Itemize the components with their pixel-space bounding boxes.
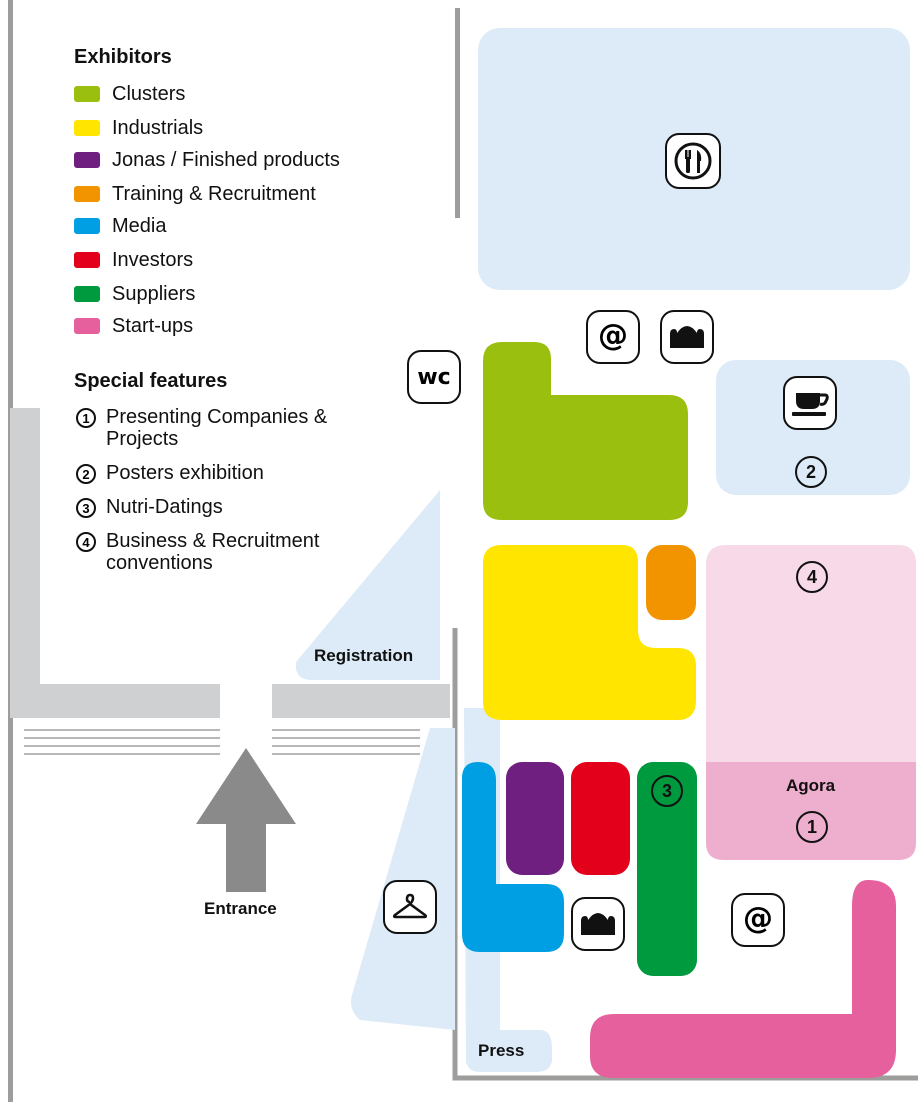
legend-label: Suppliers xyxy=(112,282,196,305)
startups-swatch xyxy=(74,318,100,334)
at-sign: @ xyxy=(743,900,773,936)
feature-item xyxy=(76,496,356,518)
cloakroom-area xyxy=(351,728,455,1030)
feature-item xyxy=(76,462,356,484)
legend-label: Jonas / Finished products xyxy=(112,148,340,171)
legend-item-investors xyxy=(74,248,193,272)
legend-label: Investors xyxy=(112,248,194,271)
nutri-number-badge: 3 xyxy=(651,775,683,807)
agora-label: Agora xyxy=(786,776,836,795)
training-recruitment-stand xyxy=(646,545,696,620)
feature-number: 4 xyxy=(76,532,96,552)
internet-icon xyxy=(586,310,640,364)
corridor-wall-right xyxy=(272,684,450,718)
entrance-arrow-icon xyxy=(196,748,296,892)
upper-divider-wall xyxy=(455,8,460,218)
press-zone xyxy=(466,1005,552,1072)
exhibitors-title: Exhibitors xyxy=(74,46,172,68)
legend-label: Clusters xyxy=(112,82,186,105)
media-swatch xyxy=(74,218,100,234)
at-sign: @ xyxy=(598,317,628,353)
internet-icon xyxy=(731,893,785,947)
legend-item-media xyxy=(74,214,166,238)
feature-number: 2 xyxy=(76,464,96,484)
jonas-finished-products-stand xyxy=(506,762,564,875)
feature-number: 1 xyxy=(76,408,96,428)
entrance-label: Entrance xyxy=(204,899,277,918)
investors-swatch xyxy=(74,252,100,268)
legend-label: Industrials xyxy=(112,116,204,139)
wc-icon xyxy=(407,350,461,404)
training-swatch xyxy=(74,186,100,202)
hanger-icon xyxy=(383,880,437,934)
feature-item xyxy=(76,406,356,450)
legend-item-startups xyxy=(74,314,193,338)
feature-label: Posters exhibition xyxy=(106,462,264,484)
clusters-stand xyxy=(483,342,688,520)
legend-item-industrials xyxy=(74,116,203,140)
conventions-number-badge: 4 xyxy=(796,561,828,593)
feature-label: Presenting Companies & Projects xyxy=(106,406,328,450)
industrials-swatch xyxy=(74,120,100,136)
restaurant-icon xyxy=(665,133,721,189)
press-label: Press xyxy=(478,1041,525,1060)
legend-label: Start-ups xyxy=(112,314,194,337)
special-features-title: Special features xyxy=(74,370,228,392)
jonas-swatch xyxy=(74,152,100,168)
coffee-cup-icon xyxy=(783,376,837,430)
legend-label: Media xyxy=(112,214,167,237)
sofa-icon xyxy=(660,310,714,364)
legend-item-clusters xyxy=(74,82,185,106)
entrance-door-lines xyxy=(24,730,420,754)
sofa-icon xyxy=(571,897,625,951)
agora-number-badge: 1 xyxy=(796,811,828,843)
feature-label: Nutri-Datings xyxy=(106,496,223,518)
legend-item-jonas xyxy=(74,148,340,172)
registration-label: Registration xyxy=(314,646,414,665)
wc-text: wc xyxy=(417,364,451,390)
clusters-swatch xyxy=(74,86,100,102)
feature-label: Business & Recruitment conventions xyxy=(106,530,320,574)
suppliers-swatch xyxy=(74,286,100,302)
feature-item xyxy=(76,530,356,574)
legend-item-training xyxy=(74,182,316,206)
posters-number-badge: 2 xyxy=(795,456,827,488)
feature-number: 3 xyxy=(76,498,96,518)
investors-stand xyxy=(571,762,630,875)
legend-label: Training & Recruitment xyxy=(112,182,316,205)
legend-item-suppliers xyxy=(74,282,195,306)
